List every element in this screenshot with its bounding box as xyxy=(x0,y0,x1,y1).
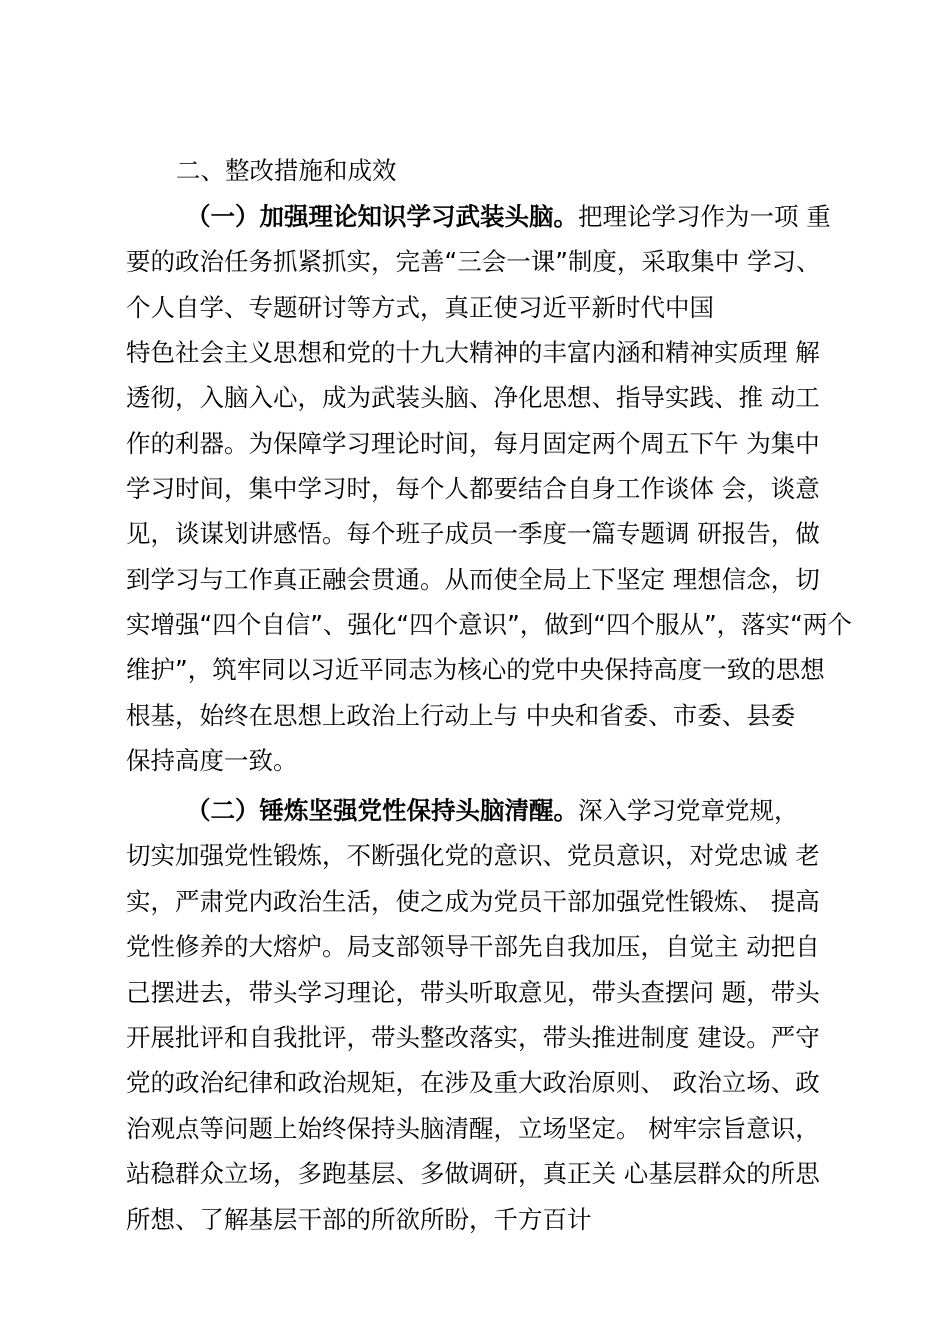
paragraph-1-line-1 xyxy=(186,194,831,239)
paragraph-2-line-2: 切实加强党性锻炼，不断强化党的意识、党员意识，对党忠诚 老 xyxy=(126,841,820,870)
paragraph-1-line-3: 个人自学、专题研讨等方式，真正使习近平新时代中国 xyxy=(126,293,714,322)
paragraph-1-text: 把理论学习作为一项 重 xyxy=(578,202,831,231)
paragraph-2-line-5: 己摆进去，带头学习理论，带头听取意见，带头查摆问 题，带头 xyxy=(126,978,820,1007)
paragraph-1-line-4: 特色社会主义思想和党的十九大精神的丰富内涵和精神实质理 解 xyxy=(126,338,820,367)
paragraph-2-text: 深入学习党章党规， xyxy=(578,796,799,825)
paragraph-1-line-13: 保持高度一致。 xyxy=(126,746,298,775)
paragraph-1-line-7: 学习时间，集中学习时，每个人都要结合自身工作谈体 会，谈意 xyxy=(126,474,820,503)
paragraph-2-line-4: 党性修养的大熔炉。局支部领导干部先自我加压，自觉主 动把自 xyxy=(126,932,820,961)
paragraph-2-line-8: 治观点等问题上始终保持头脑清醒，立场坚定。 树牢宗旨意识， xyxy=(126,1114,820,1143)
paragraph-1-line-2: 要的政治任务抓紧抓实，完善“三会一课”制度，采取集中 学习、 xyxy=(126,247,821,276)
paragraph-2-line-9: 站稳群众立场，多跑基层、多做调研，真正关 心基层群众的所思 xyxy=(126,1159,820,1188)
paragraph-1-line-12: 根基，始终在思想上政治上行动上与 中央和省委、市委、县委 xyxy=(126,701,796,730)
paragraph-1-line-6: 作的利器。为保障学习理论时间，每月固定两个周五下午 为集中 xyxy=(126,429,820,458)
paragraph-1-title: （一）加强理论知识学习武装头脑。 xyxy=(186,202,578,231)
paragraph-2-line-10: 所想、了解基层干部的所欲所盼，千方百计 xyxy=(126,1205,592,1234)
paragraph-1-line-9: 到学习与工作真正融会贯通。从而使全局上下坚定 理想信念，切 xyxy=(126,565,820,594)
paragraph-2-line-1 xyxy=(186,788,799,833)
paragraph-1-line-5: 透彻，入脑入心，成为武装头脑、净化思想、指导实践、推 动工 xyxy=(126,383,820,412)
paragraph-2-title: （二）锤炼坚强党性保持头脑清醒。 xyxy=(186,796,578,825)
paragraph-1-line-10: 实增强“四个自信”、强化“四个意识”，做到“四个服从”，落实“两个 xyxy=(126,610,852,639)
paragraph-1-line-8: 见，谈谋划讲感悟。每个班子成员一季度一篇专题调 研报告，做 xyxy=(126,519,820,548)
section-heading: 二、整改措施和成效 xyxy=(176,156,397,185)
paragraph-2-line-7: 党的政治纪律和政治规矩，在涉及重大政治原则、 政治立场、政 xyxy=(126,1068,820,1097)
paragraph-1-line-11: 维护”，筑牢同以习近平同志为核心的党中央保持高度一致的思想 xyxy=(126,655,825,684)
paragraph-2-line-6: 开展批评和自我批评，带头整改落实，带头推进制度 建设。严守 xyxy=(126,1023,820,1052)
paragraph-2-line-3: 实，严肃党内政治生活，使之成为党员干部加强党性锻炼、 提高 xyxy=(126,887,820,916)
